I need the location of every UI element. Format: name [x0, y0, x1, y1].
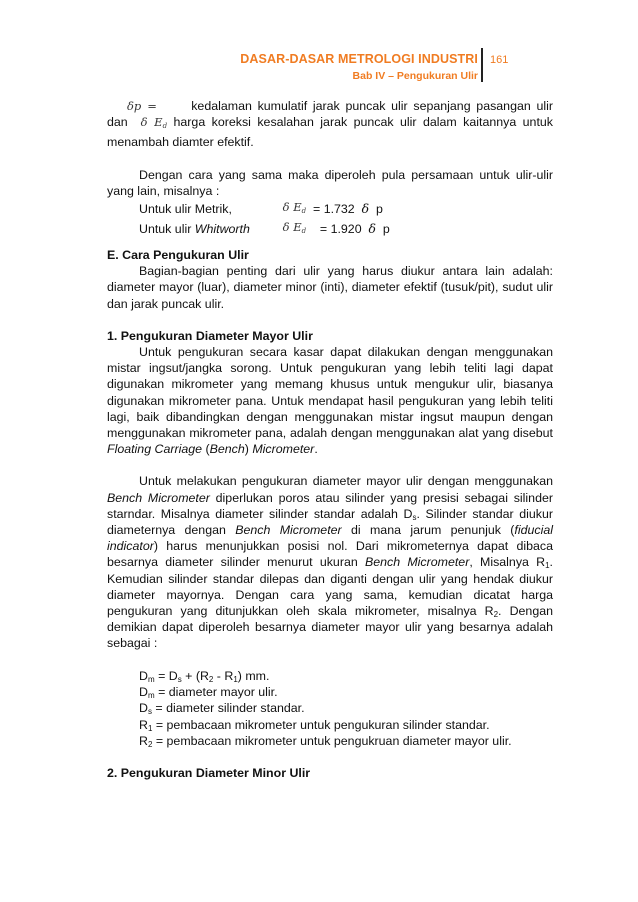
header-subtitle: Bab IV – Pengukuran Ulir	[352, 70, 478, 82]
similar-equations-paragraph: Dengan cara yang sama maka diperoleh pula persamaan untuk ulir-ulir yang lain, misalnya :	[107, 167, 553, 198]
section-1-paragraph-1: Untuk pengukuran secara kasar dapat dilakukan dengan menggunakan mistar ingsut/jangka sorong. Untuk pengukuran yang lebih teliti lagi dapat digunakan mikrometer yang memang khusus untuk mengukur ulir, biasanya digunakan mikrometer pana. Untuk mendapat hasil pengukuran yang lebih teliti lagi, baik dibandingkan dengan menggunakan mistar ingsut maupun dengan menggunakan mikrometer pana, adalah dengan menggunakan alat yang disebut Floating Carriage (Bench) Micrometer.	[107, 345, 553, 457]
section-2-heading: 2. Pengukuran Diameter Minor Ulir	[107, 766, 311, 781]
section-e-text: Bagian-bagian penting dari ulir yang harus diukur antara lain adalah: diameter mayor (luar), diameter minor (inti), diameter efektif (tusuk/pit), sudut ulir dan jarak puncak ulir.	[107, 264, 553, 311]
section-1-heading: 1. Pengukuran Diameter Mayor Ulir	[107, 328, 313, 343]
body-text	[107, 98, 553, 781]
section-e-heading: E. Cara Pengukuran Ulir	[107, 248, 249, 263]
intro-paragraph: δp = kedalaman kumulatif jarak puncak ulir sepanjang pasangan ulir dan δ Ed harga koreksi kesalahan jarak puncak ulir dalam kaitannya untuk menambah diamter efektif.	[107, 99, 554, 150]
delta-ed-symbol: δ Ed	[140, 115, 168, 131]
equation-main: $D_m = D_s + (R_2 - R_1)$ mm.	[139, 668, 270, 684]
page-number: 161	[490, 54, 509, 66]
definition-dm: $D_m$ = diameter mayor ulir.	[139, 684, 278, 700]
formula-whitworth: Untuk ulir Whitworth δ Ed = 1.920 δ p	[107, 219, 553, 239]
header-title: DASAR-DASAR METROLOGI INDUSTRI	[240, 52, 478, 66]
formula-metric: Untuk ulir Metrik, δ Ed = 1.732 δ p	[107, 199, 553, 219]
delta-ed-symbol: δ Ed	[282, 219, 307, 235]
header-divider	[481, 48, 483, 82]
section-1-paragraph-2: Untuk melakukan pengukuran diameter mayor ulir dengan menggunakan Bench Micrometer diperlukan poros atau silinder yang presisi sebagai silinder starndar. Misalnya diameter silinder standar adalah $D_s$. Silinder standar diukur diameternya dengan Bench Micrometer di mana jarum penunjuk (fiducial indicator) harus menunjukkan posisi nol. Dari mikrometernya dapat dibaca besarnya diameter silinder menurut ukuran Bench Micrometer, Misalnya $R_1$. Kemudian silinder standar dilepas dan diganti dengan ulir yang hendak diukur diameter mayornya. Dengan cara yang sama, kemudian dicatat harga pengukuran yang ditunjukkan oleh skala mikrometer, misalnya $R_2$. Dengan demikian dapat diperoleh besarnya diameter mayor ulir yang besarnya adalah sebagai :	[107, 474, 553, 651]
definition-ds: $D_s$ = diameter silinder standar.	[139, 701, 305, 717]
definition-r2: $R_2$ = pembacaan mikrometer untuk pengukruan diameter mayor ulir.	[139, 733, 512, 749]
equation-block	[107, 668, 553, 749]
delta-ed-symbol: δ Ed	[282, 199, 307, 215]
definition-r1: $R_1$ = pembacaan mikrometer untuk pengukuran silinder standar.	[139, 717, 490, 733]
delta-p-symbol: δp =	[127, 99, 157, 113]
